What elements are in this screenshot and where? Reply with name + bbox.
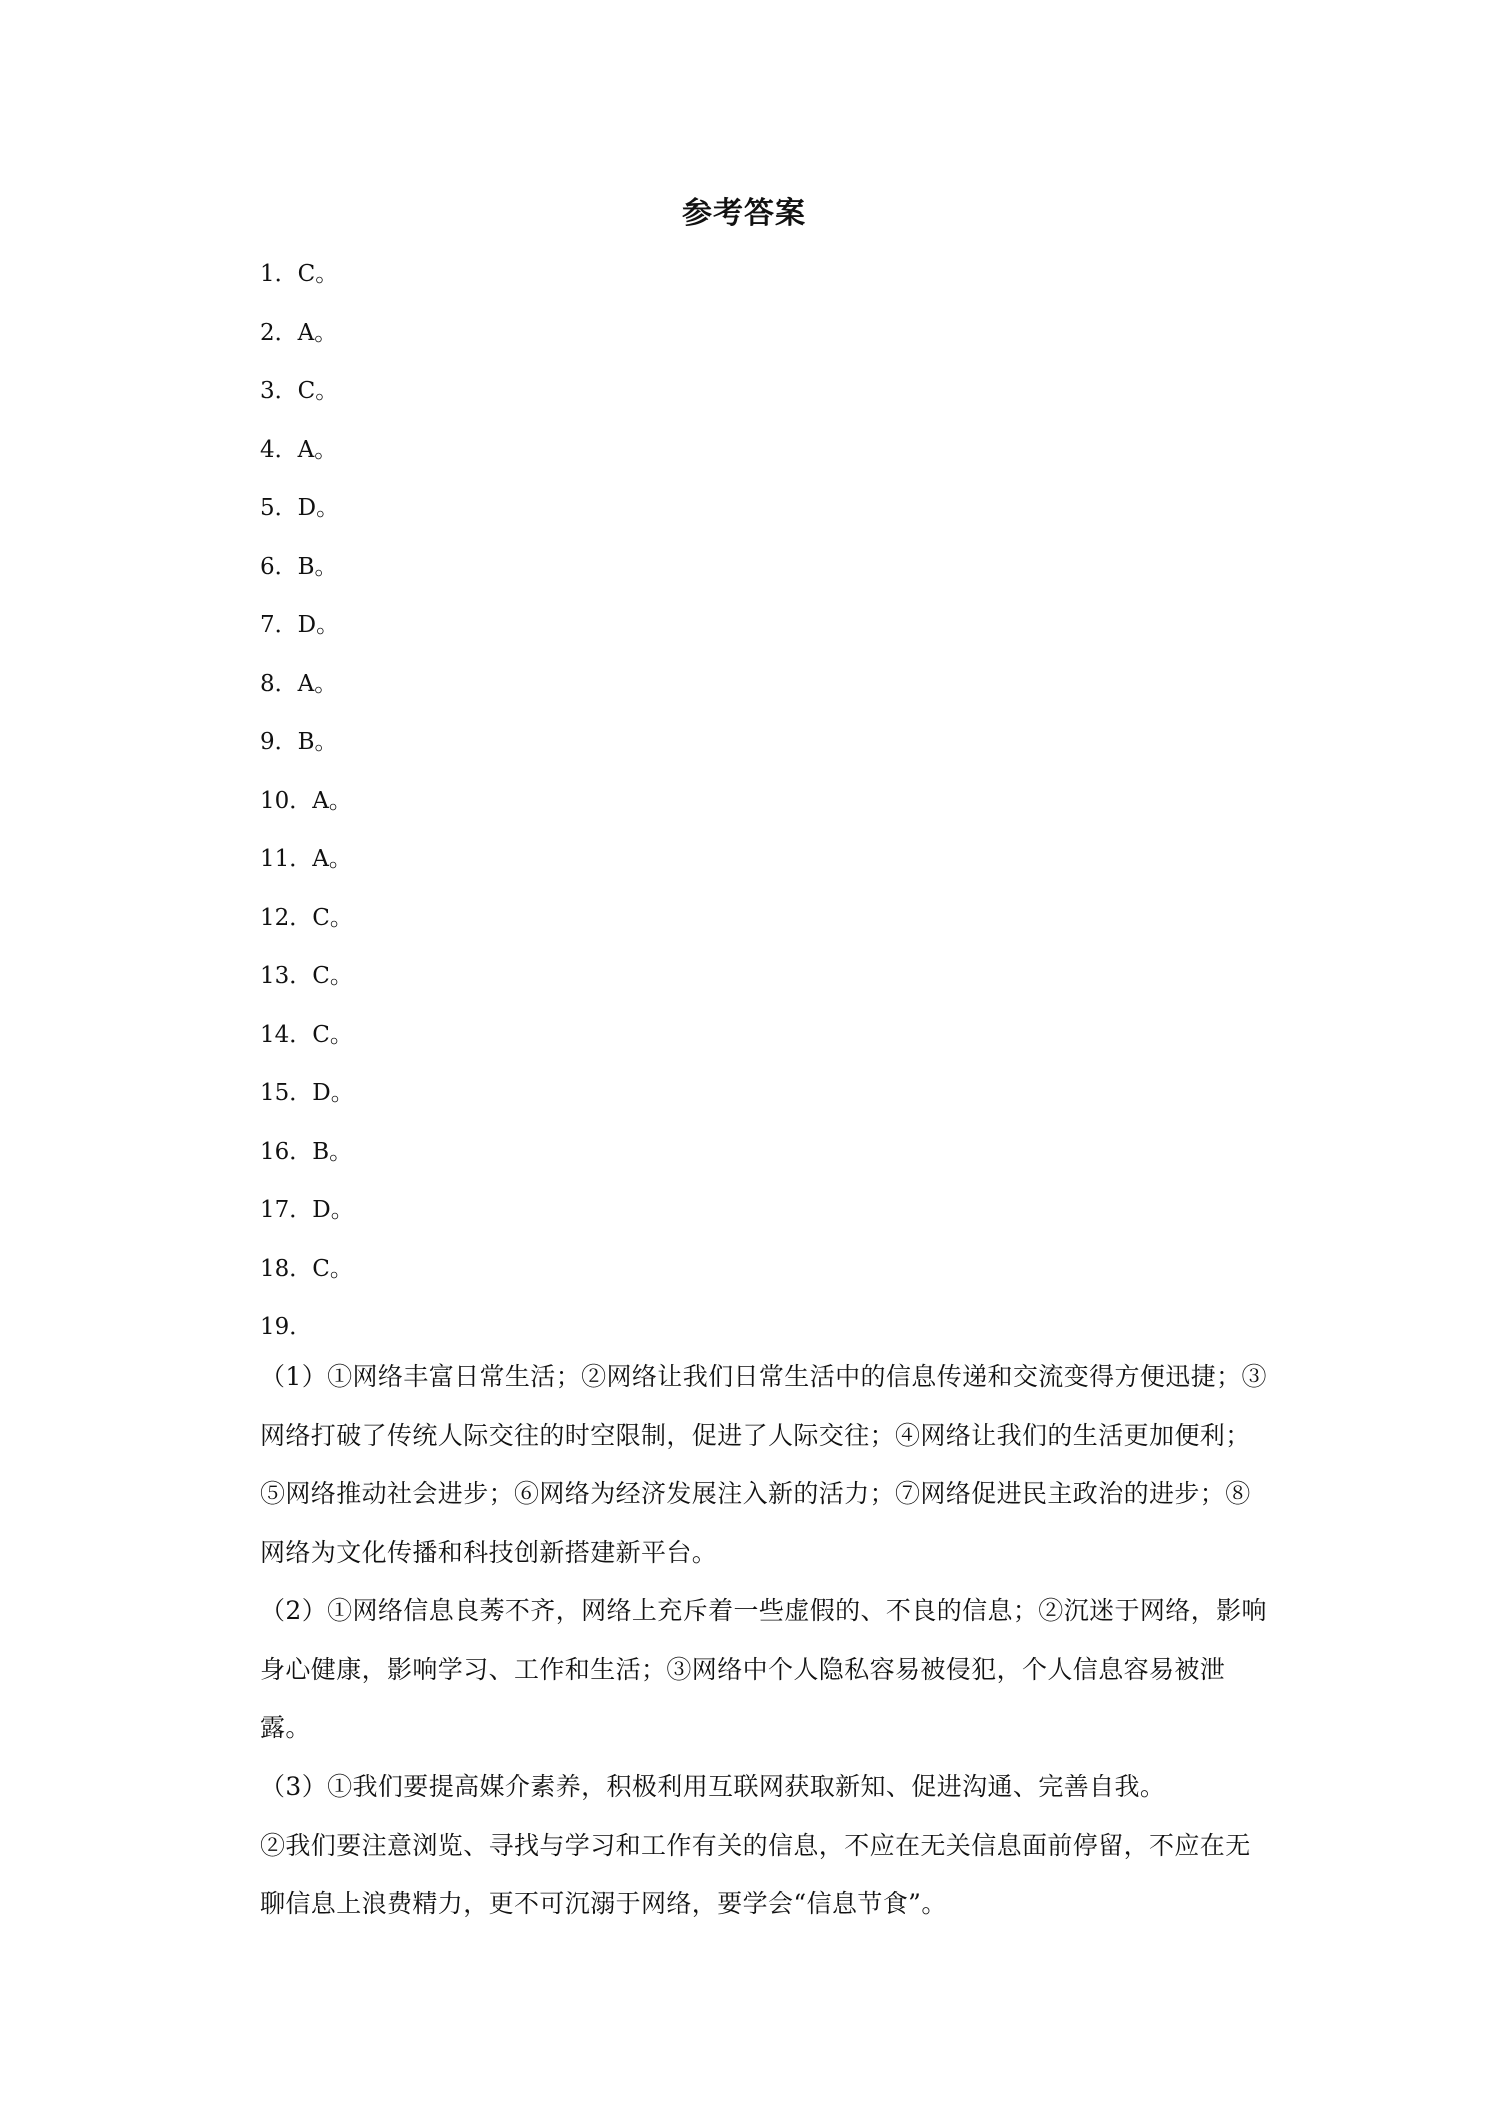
answer-item: 9．B。 [260,729,338,755]
answer-item: 18．C。 [260,1255,353,1282]
answer-item: 1．C。 [260,261,339,287]
answer-item: 10．A。 [260,787,352,814]
answer-item: 4．A。 [260,436,338,463]
answer-item: 14．C。 [260,1021,353,1048]
answer-item: 12．C。 [260,904,353,931]
sub-answer-text: （2）①网络信息良莠不齐，网络上充斥着一些虚假的、不良的信息；②沉迷于网络，影响身心健康，影响学习、工作和生活；③网络中个人隐私容易被侵犯，个人信息容易被泄露。 [260,1596,1267,1742]
sub-answer-3 [260,1758,1268,1934]
answer-item: 13．C。 [260,963,353,989]
page-title: 参考答案 [682,196,806,231]
answer-item: 5．D。 [260,495,340,521]
answer-item: 11．A。 [260,846,352,872]
answer-item: 6．B。 [260,553,338,580]
answer-list [260,245,1260,1357]
answer-item: 17．D。 [260,1197,354,1223]
sub-answer-1 [260,1348,1268,1582]
answer-item: 2．A。 [260,319,338,346]
answer-item: 3．C。 [260,378,339,404]
sub-answer-text: ②我们要注意浏览、寻找与学习和工作有关的信息，不应在无关信息面前停留，不应在无聊信息上浪费精力，更不可沉溺于网络，要学会“信息节食”。 [260,1830,1251,1918]
sub-answer-text: （3）①我们要提高媒介素养，积极利用互联网获取新知、促进沟通、完善自我。 [260,1772,1166,1801]
answer-item: 15．D。 [260,1080,354,1106]
answer-item: 16．B。 [260,1138,353,1165]
answer-item: 7．D。 [260,612,340,638]
question-19-label: 19． [260,1314,313,1340]
sub-answer-text: （1）①网络丰富日常生活；②网络让我们日常生活中的信息传递和交流变得方便迅捷；③网络打破了传统人际交往的时空限制，促进了人际交往；④网络让我们的生活更加便利；⑤网络推动社会进步；⑥网络为经济发展注入新的活力；⑦网络促进民主政治的进步；⑧网络为文化传播和科技创新搭建新平台。 [260,1362,1267,1567]
sub-answer-2 [260,1582,1268,1758]
answer-item: 8．A。 [260,670,338,697]
